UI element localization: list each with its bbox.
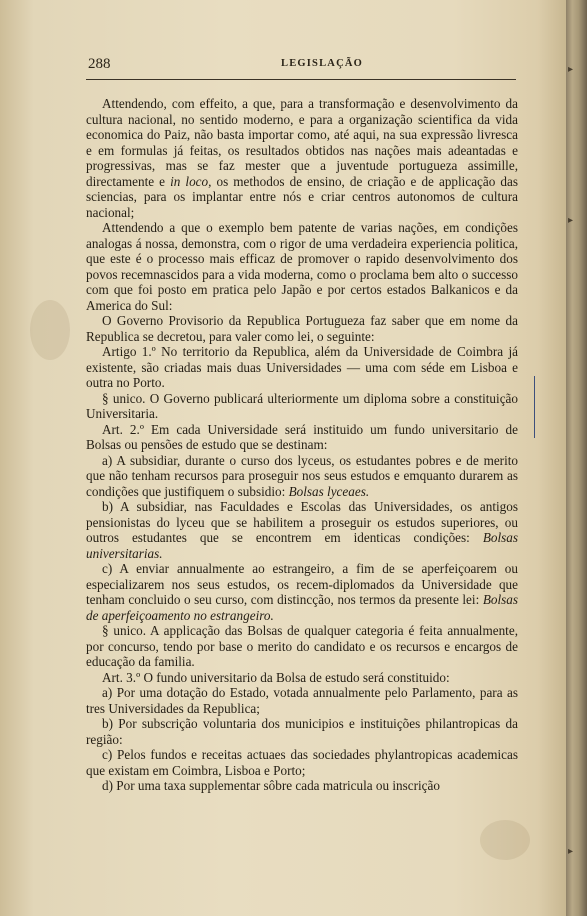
list-item: b) Por subscrição voluntaria dos municipios e instituições philantropicas da região: xyxy=(86,716,518,747)
article-paragraph: Artigo 1.º No territorio da Republica, além da Universidade de Coimbra já existente, são criadas mais duas Universidades — uma com séde em Lisboa e outra no Porto. xyxy=(86,344,518,390)
edge-arrow-icon: ▸ xyxy=(568,846,574,857)
adjacent-page-edge xyxy=(566,0,587,916)
list-item: c) Pelos fundos e receitas actuaes das sociedades phylantropicas academicas que existam em Coimbra, Lisboa e Porto; xyxy=(86,747,518,778)
paragraph: O Governo Provisorio da Republica Portugueza faz saber que em nome da Republica se decretou, para valer como lei, o seguinte: xyxy=(86,313,518,344)
article-paragraph: Art. 3.º O fundo universitario da Bolsa de estudo será constituido: xyxy=(102,669,450,685)
section-paragraph: § unico. O Governo publicará ulteriormente um diploma sobre a constituição Universitaria. xyxy=(86,390,518,421)
paragraph: Attendendo, com effeito, a que, para a transformação e desenvolvimento da cultura nacional, no sentido moderno, e para a organização scientifica da vida economica do Paiz, não basta importar como, até aqui, na sua expressão livresca e em formulas já feitas, os resultados obtidos nas nações mais adeantadas e progressivas, mas se faz mester que a juventude portugueza assimille, directamente e in loco, os methodos de ensino, de criação e de applicação das sciencias, para os implantar entre nós e criar centros autonomos de cultura nacional; xyxy=(86,96,518,220)
paragraph: Attendendo a que o exemplo bem patente de varias nações, em condições analogas á nossa, demonstra, com o rigor de uma verdadeira experiencia politica, que este é o processo mais efficaz de promover o rapido desenvolvimento dos povos recemnascidos para a vida moderna, como o proclama bem alto o successo com que foi posto em pratica pelo Japão e por certos estados Balkanicos e da America do Sul: xyxy=(86,220,518,313)
edge-arrow-icon: ▸ xyxy=(568,215,574,226)
edge-arrow-icon: ▸ xyxy=(568,64,574,75)
article-paragraph: Art. 2.º Em cada Universidade será instituido um fundo universitario de Bolsas ou pensões de estudo que se destinam: xyxy=(86,421,518,452)
page-number: 288 xyxy=(88,56,111,72)
list-item: a) A subsidiar, durante o curso dos lyceus, os estudantes pobres e de merito que não tenham recursos para proseguir nos seus estudos e emquanto durarem as condições que justifiquem o subsidio: Bolsas lyceaes. xyxy=(86,452,518,499)
running-head: LEGISLAÇÃO xyxy=(281,58,364,69)
list-item: a) Por uma dotação do Estado, votada annualmente pelo Parlamento, para as tres Universidades da Republica; xyxy=(86,685,518,716)
paper-stain xyxy=(30,300,70,360)
list-item: c) A enviar annualmente ao estrangeiro, a fim de se aperfeiçoarem ou especializarem nos seus estudos, os recem-diplomados da Universidade que tenham concluido o seu curso, com distincção, nos termos da presente lei: Bolsas de aperfeiçoamento no estrangeiro. xyxy=(86,561,518,623)
list-item: d) Por uma taxa supplementar sôbre cada matricula ou inscrição xyxy=(102,778,440,793)
paper-stain xyxy=(480,820,530,860)
header-rule xyxy=(86,79,516,80)
list-item: b) A subsidiar, nas Faculdades e Escolas das Universidades, os antigos pensionistas do lyceu que se habilitem a proseguir os estudos superiores, ou outros estudantes que se encontrem em identicas condições: Bolsas universitarias. xyxy=(86,499,518,561)
body-text xyxy=(86,96,518,794)
section-paragraph: § unico. A applicação das Bolsas de qualquer categoria é feita annualmente, por concurso, tendo por base o merito do candidato e os recursos e encargos de educação da familia. xyxy=(86,623,518,669)
margin-pen-mark xyxy=(534,376,535,438)
page-header xyxy=(86,56,516,74)
